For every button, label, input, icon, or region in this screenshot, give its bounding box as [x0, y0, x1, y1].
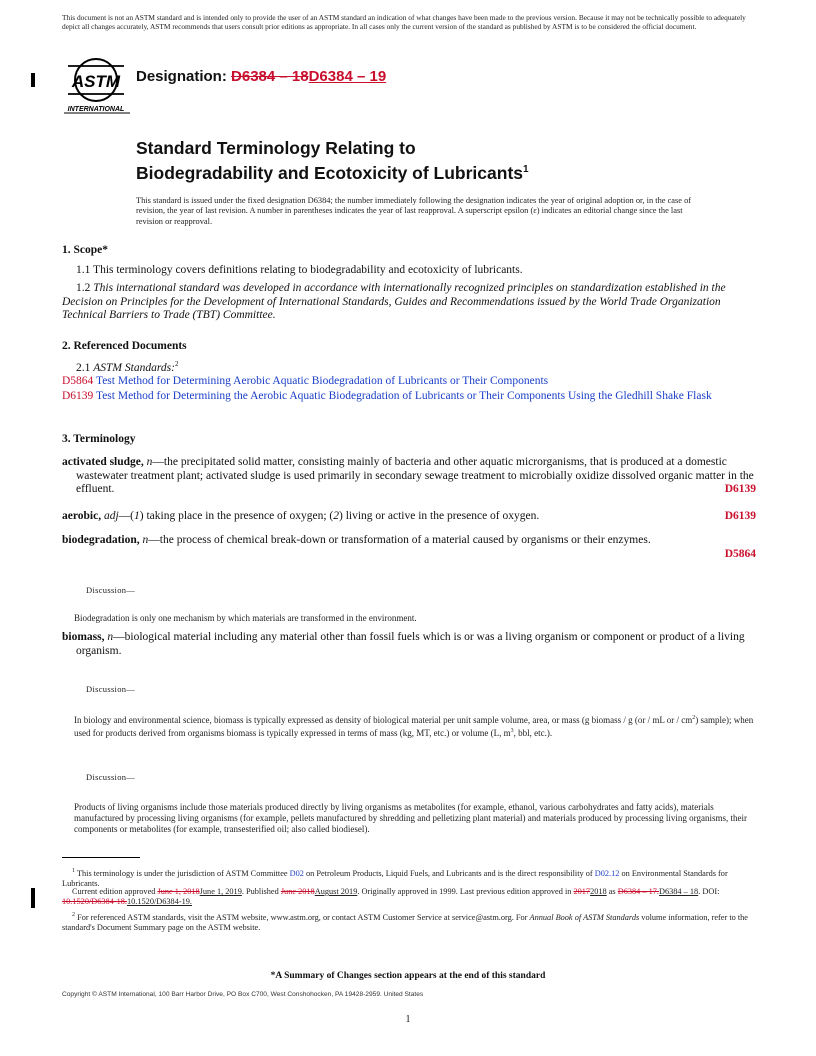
discussion-label: Discussion— — [86, 684, 136, 694]
discussion-label: Discussion— — [86, 772, 136, 782]
designation — [136, 68, 386, 85]
inserted-text: August 2019 — [314, 887, 358, 896]
term-source-code: D6139 — [724, 483, 756, 496]
designation-new: D6384 – 19 — [308, 68, 387, 85]
footnote-text: This terminology is under the jurisdiction of ASTM Committee — [75, 868, 290, 878]
deleted-text: D6384 – 17. — [617, 887, 659, 896]
logo-text: ASTM — [71, 72, 121, 91]
footnote-1-edition — [62, 887, 756, 907]
scope-p2-text: This international standard was developed in accordance with internationally recognized principles on standardization established in the Decision on Principles for the Development of International Standards, Guides and Recommendations issued by the World Trade Organization Technical Barriers to Trade (TBT) Committee. — [62, 282, 726, 322]
term-pos: n — [107, 631, 114, 643]
term-definition-num: 1 — [134, 510, 140, 522]
deleted-text: 2017 — [573, 887, 591, 896]
deleted-text: June 1, 2018 — [157, 887, 200, 896]
title-footnote-ref: 1 — [523, 164, 529, 175]
superscript: 2 — [692, 715, 696, 721]
term-source-code: D5864 — [724, 548, 756, 560]
term-source-code: D6139 — [724, 510, 756, 522]
term-pos: adj — [103, 510, 119, 522]
inserted-text: D6384 – 18 — [659, 887, 699, 896]
discussion-text: , bbl, etc.). — [513, 727, 553, 738]
term-biodegradation — [62, 534, 756, 562]
term-definition-num: 2 — [333, 510, 340, 522]
ref-title[interactable]: Test Method for Determining Aerobic Aquatic Biodegradation of Lubricants or Their Components — [95, 375, 549, 387]
discussion-label: Discussion— — [86, 585, 136, 595]
term-definition-part: —( — [118, 510, 134, 522]
footnote-marker: 1 — [72, 868, 75, 874]
footnote-text: . Published — [241, 887, 281, 896]
title-line1: Standard Terminology Relating to — [136, 138, 416, 158]
change-bar-footnote — [31, 888, 35, 908]
footnote-text: volume information, refer to the standard's Document Summary page on the ASTM website. — [62, 912, 748, 932]
term-pos: n — [146, 456, 153, 468]
refs-sub-num: 2.1 — [76, 361, 91, 374]
footnote-text: For referenced ASTM standards, visit the ASTM website, www.astm.org, or contact ASTM Customer Service at service@astm.org. For — [75, 912, 530, 922]
refs-heading: 2. Referenced Documents — [62, 340, 187, 352]
discussion-biodegradation: Biodegradation is only one mechanism by which materials are transformed in the environment. — [74, 613, 417, 623]
ref-item-d6139[interactable] — [62, 390, 770, 404]
footnote-2 — [62, 910, 756, 933]
inserted-text: 10.1520/D6384-19. — [127, 897, 192, 907]
term-definition: —biological material including any material other than fossil fuels which is or was a living organism or component or product of a living organism. — [76, 631, 745, 657]
ref-item-d5864[interactable] — [62, 375, 756, 389]
header-notice: This document is not an ASTM standard and is intended only to provide the user of an ASTM standard an indication of what changes have been made to the previous version. Because it may not be technically possible to adequately depict all changes accurately, ASTM recommends that users consult prior editions as appropriate. In all cases only the current version of the standard as published by ASTM is to be considered the official document. — [62, 13, 746, 31]
refs-sub-label: ASTM Standards: — [93, 361, 175, 374]
inserted-text: June 1, 2019 — [199, 887, 242, 896]
footnote-text: as — [606, 887, 618, 896]
superscript: 3 — [510, 727, 514, 734]
term-definition-part: ) taking place in the presence of oxygen; ( — [139, 510, 334, 522]
refs-footnote-ref: 2 — [174, 360, 179, 368]
page-title — [136, 138, 529, 184]
term-name: biomass, — [62, 631, 105, 643]
designation-label: Designation: — [136, 68, 227, 85]
term-name: biodegradation, — [62, 534, 140, 546]
footnote-text: on Petroleum Products, Liquid Fuels, and Lubricants and is the direct responsibility of — [303, 868, 595, 878]
discussion-text: ) sample); when used for products derived from organisms biomass is typically expressed in terms of mass (kg, MT, etc.) or volume (L, m — [74, 715, 754, 738]
term-definition-part: ) living or active in the presence of oxygen. — [339, 510, 540, 522]
footnote-rule — [62, 857, 140, 858]
term-name: activated sludge, — [62, 456, 144, 468]
term-biomass — [62, 631, 756, 658]
ref-code[interactable]: D6139 — [62, 390, 94, 402]
astm-logo-icon — [62, 56, 132, 116]
term-name: aerobic, — [62, 510, 102, 522]
astm-logo — [62, 56, 132, 116]
footnote-italic: Annual Book of ASTM Standards — [529, 912, 640, 922]
change-bar-designation — [31, 73, 35, 87]
ref-title[interactable]: Test Method for Determining the Aerobic Aquatic Biodegradation of Lubricants or Their Components Using the Gledhill Shake Flask — [95, 390, 712, 402]
page-number: 1 — [405, 1014, 411, 1025]
deleted-text: 10.1520/D6384-18. — [62, 897, 127, 907]
term-definition: —the precipitated solid matter, consisting mainly of bacteria and other aquatic microrganisms, that is produced at a domestic wastewater treatment plant; activated sludge is used primarily in secondary sewage treatment to microbially oxidize dissolved organic matter in the effluent. — [76, 456, 754, 496]
scope-heading: 1. Scope* — [62, 244, 108, 256]
footnote-marker: 2 — [72, 912, 75, 918]
footnote-text: . Originally approved in 1999. Last previous edition approved in — [357, 887, 574, 896]
refs-subheading — [76, 358, 178, 375]
footnote-text: . DOI: — [698, 887, 720, 896]
logo-subtext: INTERNATIONAL — [67, 106, 125, 113]
scope-p2-num: 1.2 — [76, 282, 91, 294]
term-activated-sludge — [62, 456, 756, 497]
copyright: Copyright © ASTM International, 100 Barr Harbor Drive, PO Box C700, West Conshohocken, PA 19428-2959. United States — [62, 991, 424, 998]
scope-p1: 1.1 This terminology covers definitions relating to biodegradability and ecotoxicity of lubricants. — [76, 264, 523, 276]
terminology-heading: 3. Terminology — [62, 433, 136, 445]
term-definition: —the process of chemical break-down or transformation of a material caused by organisms or their enzymes. — [148, 534, 651, 546]
term-pos: n — [142, 534, 149, 546]
issued-note: This standard is issued under the fixed designation D6384; the number immediately following the designation indicates the year of original adoption or, in the case of revision, the year of last revision. A number in parentheses indicates the year of last reapproval. A superscript epsilon (ε) indicates an editorial change since the last revision or reapproval. — [136, 196, 692, 226]
scope-p2 — [62, 282, 756, 323]
deleted-text: June 2018 — [280, 887, 315, 896]
discussion-biomass-2: Products of living organisms include those materials produced directly by living organisms as metabolites (for example, ethanol, various carbohydrates and fatty acids), materials manufactured by processing living organisms (for example, pellets manufactured by shredding and pelletizing plant material) and materials produced by processing living organisms, their components or metabolites (for example, transesterified oil; also called biodiesel). — [74, 802, 747, 834]
inserted-text: 2018 — [590, 887, 607, 896]
designation-old: D6384 – 18 — [231, 68, 309, 85]
summary-note: *A Summary of Changes section appears at the end of this standard — [270, 971, 546, 981]
footnote-1 — [62, 866, 756, 889]
committee-link[interactable]: D02 — [289, 868, 304, 878]
ref-code[interactable]: D5864 — [62, 375, 94, 387]
title-line2: Biodegradability and Ecotoxicity of Lubricants — [136, 162, 523, 183]
footnote-text: on Environmental Standards for Lubricants. — [62, 868, 728, 888]
footnote-text: Current edition approved — [72, 887, 158, 896]
discussion-biomass-1 — [74, 713, 756, 739]
term-aerobic — [62, 510, 756, 524]
subcommittee-link[interactable]: D02.12 — [594, 868, 620, 878]
discussion-text: In biology and environmental science, biomass is typically expressed as density of biological material per unit sample volume, area, or mass (g biomass / g (or / mL or / cm — [74, 715, 693, 725]
